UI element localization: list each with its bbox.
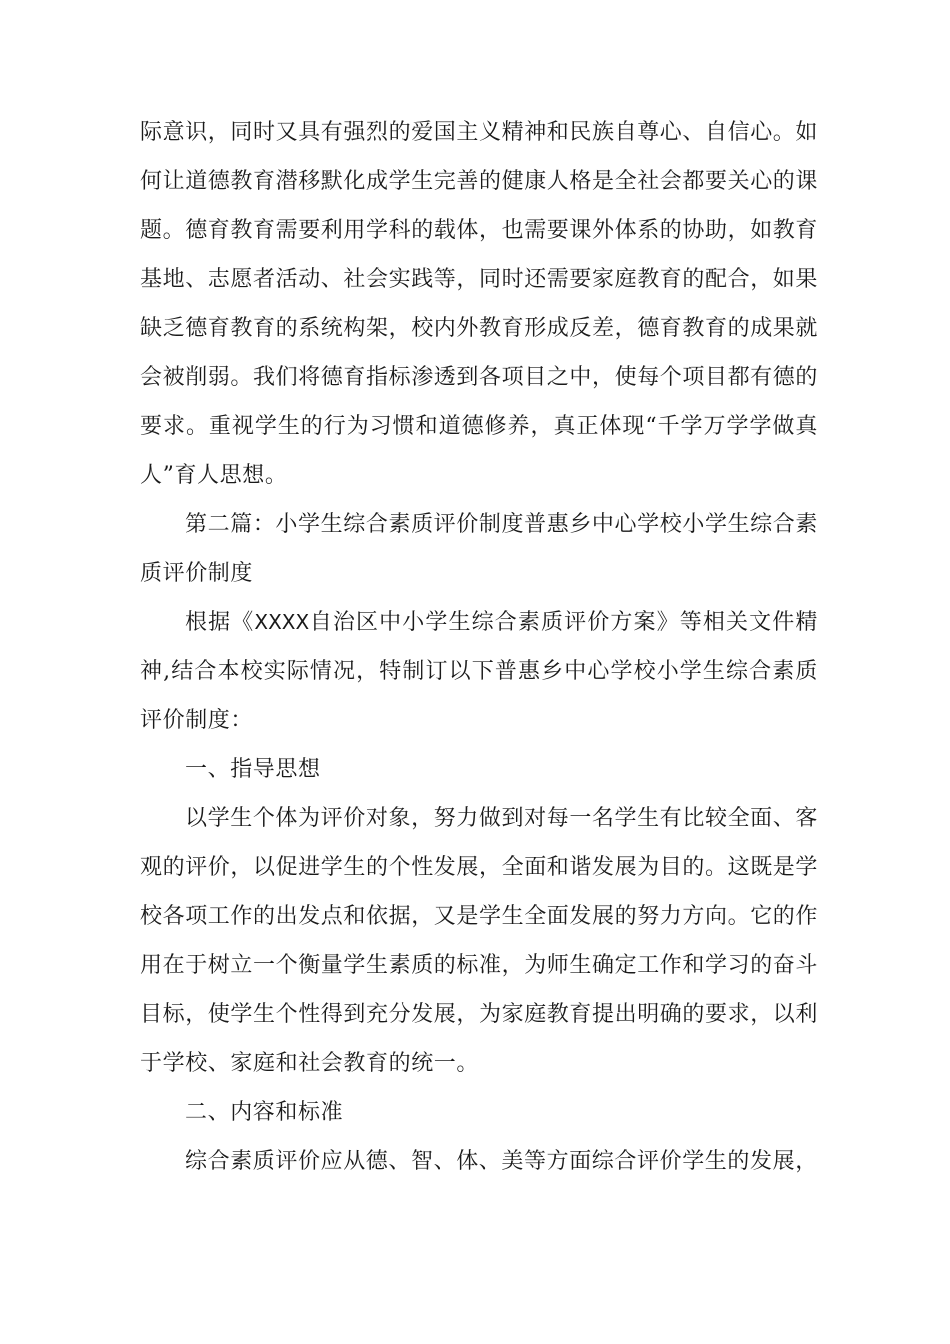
basis-text-before: 根据《: [185, 610, 255, 635]
heading-content-standards: 二、内容和标准: [185, 1100, 344, 1125]
paragraph-content-standards: 综合素质评价应从德、智、体、美等方面综合评价学生的发展，: [185, 1149, 818, 1174]
basis-text-after: 自治区中小学生综合素质评价方案》等相关文件精神,结合本校实际情况，特制订以下普惠乡中心学校小学生综合素质评价制度：: [140, 610, 818, 733]
document-body: [140, 108, 818, 1186]
paragraph-second-chapter-title: 第二篇：小学生综合素质评价制度普惠乡中心学校小学生综合素质评价制度: [140, 512, 818, 586]
paragraph-moral-education: 际意识，同时又具有强烈的爱国主义精神和民族自尊心、自信心。如何让道德教育潜移默化成学生完善的健康人格是全社会都要关心的课题。德育教育需要利用学科的载体，也需要课外体系的协助，如教育基地、志愿者活动、社会实践等，同时还需要家庭教育的配合，如果缺乏德育教育的系统构架，校内外教育形成反差，德育教育的成果就会被削弱。我们将德育指标渗透到各项目之中，使每个项目都有德的要求。重视学生的行为习惯和道德修养，真正体现“千学万学学做真人”育人思想。: [140, 120, 819, 488]
paragraph-basis: [140, 598, 818, 745]
basis-region-placeholder: XXXX: [254, 610, 310, 634]
paragraph-guiding-ideology: 以学生个体为评价对象，努力做到对每一名学生有比较全面、客观的评价，以促进学生的个性发展，全面和谐发展为目的。这既是学校各项工作的出发点和依据，又是学生全面发展的努力方向。它的作用在于树立一个衡量学生素质的标准，为师生确定工作和学习的奋斗目标，使学生个性得到充分发展，为家庭教育提出明确的要求，以利于学校、家庭和社会教育的统一。: [140, 806, 819, 1076]
heading-guiding-ideology: 一、指导思想: [185, 757, 321, 782]
